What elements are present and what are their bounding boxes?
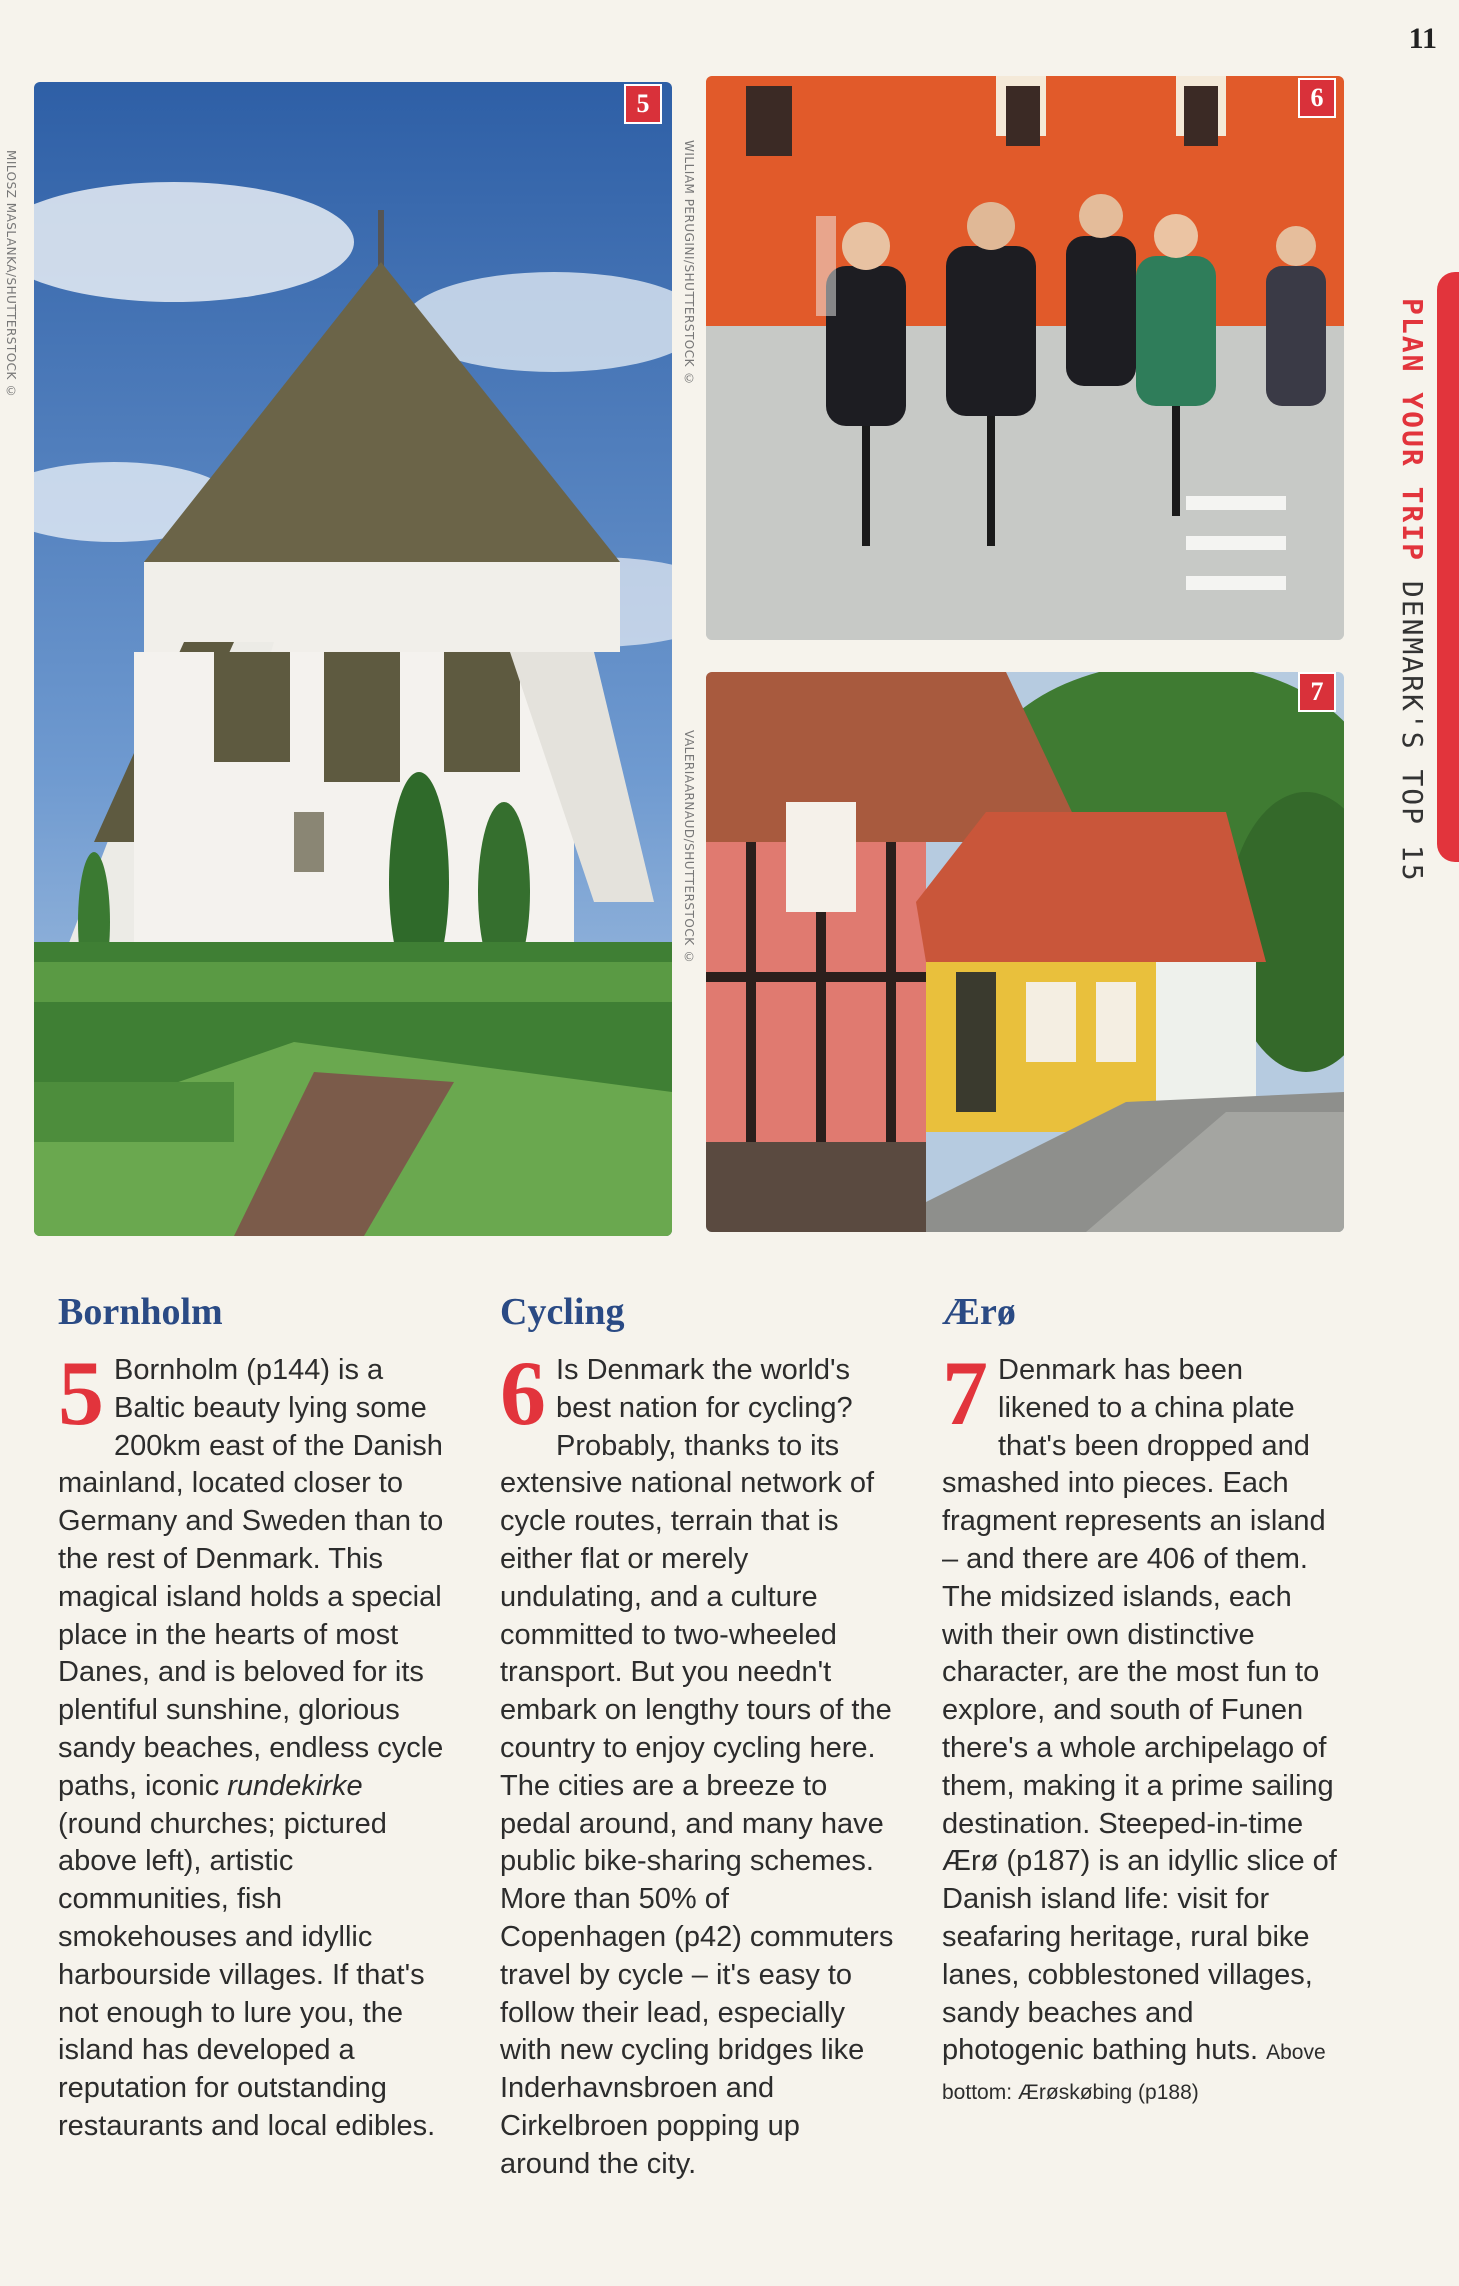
- article-body: [942, 1342, 1337, 2112]
- article-text: Is Denmark the world's best nation for cycling? Probably, thanks to its extensive national network of cycle routes, terrain that is either flat or merely undulating, and a culture committed to two-wheeled transport. But you needn't embark on lengthy tours of the country to enjoy cycling here. The cities are a breeze to pedal around, and many have public bike-sharing schemes. More than 50% of Copenhagen (p42) commuters travel by cycle – it's easy to follow their lead, especially with new cycling bridges like Inderhavnsbroen and Cirkelbroen popping up around the city.: [500, 1354, 894, 2180]
- photo-credit-5: MILOSZ MASLANKA/SHUTTERSTOCK ©: [4, 150, 18, 399]
- church-illustration: [34, 82, 672, 1236]
- article-number: 5: [58, 1342, 104, 1444]
- photo-caption: Above bottom: Ærøskøbing (p188): [942, 2041, 1326, 2105]
- article-text: Bornholm (p144) is a Baltic beauty lying some 200km east of the Danish mainland, located closer to Germany and Sweden than to the rest of Denmark. This magical island holds a special place in the hearts of most Danes, and is beloved for its plentiful sunshine, glorious sandy beaches, endless cycle paths, iconic: [58, 1354, 444, 1802]
- running-header-subsection: DENMARK'S TOP 15: [1396, 580, 1429, 883]
- article-text-continued: (round churches; pictured above left), artistic communities, fish smokehouses and idyllic harbourside villages. If that's not enough to lure you, the island has developed a reputation for outstanding restaurants and local edibles.: [58, 1807, 436, 2142]
- article-body: [500, 1342, 895, 2184]
- running-header: [1396, 298, 1429, 883]
- article-aero: [942, 1290, 1337, 2112]
- photo-bornholm-church: [34, 82, 672, 1236]
- page-number: 11: [1408, 22, 1437, 55]
- article-title: Bornholm: [58, 1291, 223, 1333]
- article-body: [58, 1342, 453, 2146]
- photo-cyclists: [706, 76, 1344, 640]
- photo-number-badge-6: 6: [1298, 78, 1336, 118]
- photo-credit-6: WILLIAM PERUGINI/SHUTTERSTOCK ©: [682, 140, 696, 386]
- photo-number-badge-5: 5: [624, 84, 662, 124]
- article-number: 7: [942, 1342, 988, 1444]
- photo-credit-7: VALERIAARNAUD/SHUTTERSTOCK ©: [682, 730, 696, 965]
- article-number: 6: [500, 1342, 546, 1444]
- photo-aero-street: [706, 672, 1344, 1232]
- article-text: Denmark has been likened to a china plate that's been dropped and smashed into pieces. Each fragment represents an island – and there are 406 of them. The midsized islands, each with their own distinctive character, are the most fun to explore, and south of Funen there's a whole archipelago of them, making it a prime sailing destination. Steeped-in-time Ærø (p187) is an idyllic slice of Danish island life: visit for seafaring heritage, rural bike lanes, cobblestoned villages, sandy beaches and photogenic bathing huts.: [942, 1354, 1337, 2067]
- article-bornholm: [58, 1290, 453, 2146]
- cyclists-illustration: [706, 76, 1344, 640]
- section-tab: [1437, 272, 1459, 862]
- article-italic-term: rundekirke: [227, 1769, 363, 1802]
- aero-street-illustration: [706, 672, 1344, 1232]
- running-header-section: PLAN YOUR TRIP: [1396, 298, 1429, 563]
- article-cycling: [500, 1290, 895, 2184]
- article-title: Ærø: [942, 1291, 1016, 1333]
- photo-number-badge-7: 7: [1298, 672, 1336, 712]
- article-title: Cycling: [500, 1291, 625, 1333]
